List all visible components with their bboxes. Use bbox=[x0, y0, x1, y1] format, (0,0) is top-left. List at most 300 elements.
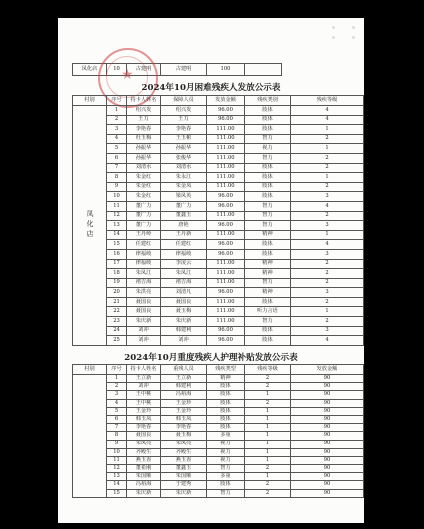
scan-dot bbox=[332, 36, 335, 39]
table-cell: 2 bbox=[291, 278, 364, 288]
table-cell: 刘清水 bbox=[161, 163, 207, 173]
table-cell: 视力 bbox=[245, 144, 291, 154]
table-row bbox=[73, 432, 364, 440]
table-cell: 朱洪亮 bbox=[127, 288, 161, 298]
table-cell: 1 bbox=[245, 473, 291, 481]
table-cell: 刘冲 bbox=[161, 336, 207, 346]
table-cell: 90 bbox=[291, 391, 364, 399]
village-cell bbox=[73, 375, 107, 498]
table-cell: 90 bbox=[291, 399, 364, 407]
table-row bbox=[73, 269, 364, 279]
table-row bbox=[73, 336, 364, 346]
table-cell: 1 bbox=[107, 375, 127, 383]
table-cell: 聂国良 bbox=[127, 307, 161, 317]
table-row bbox=[73, 326, 364, 336]
table-cell: 王丹新 bbox=[161, 230, 207, 240]
table-cell: 4 bbox=[291, 106, 364, 116]
table-row bbox=[73, 297, 364, 307]
table-cell: 4 bbox=[291, 240, 364, 250]
table-cell: 2 bbox=[291, 134, 364, 144]
table-cell: 朱庆新 bbox=[127, 489, 161, 497]
table-cell: 齐殿生 bbox=[161, 448, 207, 456]
table-cell: 1 bbox=[245, 448, 291, 456]
table-cell: 肢体 bbox=[245, 297, 291, 307]
table-cell: 3 bbox=[107, 125, 127, 135]
table-cell: 齐殿生 bbox=[127, 448, 161, 456]
table-cell: 梁凤英 bbox=[161, 192, 207, 202]
table-cell: 肢体 bbox=[207, 391, 245, 399]
table-cell: 7 bbox=[107, 163, 127, 173]
table-cell: 90 bbox=[291, 440, 364, 448]
table-row bbox=[73, 481, 364, 489]
table-cell: 3 bbox=[291, 288, 364, 298]
table-cell: 90 bbox=[291, 456, 364, 464]
table-cell: 律福岐 bbox=[127, 249, 161, 259]
table-cell: 唐艳 bbox=[161, 221, 207, 231]
table-cell: 11 bbox=[107, 456, 127, 464]
table-cell: 3 bbox=[107, 391, 127, 399]
table-row bbox=[73, 278, 364, 288]
table-cell: 15 bbox=[107, 240, 127, 250]
column-header: 村别 bbox=[73, 365, 107, 375]
table-cell: 96.00 bbox=[207, 115, 245, 125]
table-cell: 任建红 bbox=[127, 240, 161, 250]
table-row bbox=[73, 173, 364, 183]
table-cell: 96.00 bbox=[207, 201, 245, 211]
table-cell: 10 bbox=[107, 448, 127, 456]
table-cell: 肢体 bbox=[245, 115, 291, 125]
table-cell: 智力 bbox=[245, 201, 291, 211]
table-cell: 4 bbox=[291, 115, 364, 125]
table-cell: 111.00 bbox=[207, 278, 245, 288]
table-cell: 视力 bbox=[207, 456, 245, 464]
table-cell: 智力 bbox=[245, 221, 291, 231]
table-cell: 王立新 bbox=[161, 375, 207, 383]
table-row bbox=[73, 317, 364, 327]
table-cell: 16 bbox=[107, 249, 127, 259]
table-cell: 听力言语 bbox=[245, 307, 291, 317]
table-cell: 1 bbox=[245, 424, 291, 432]
table-cell: 2 bbox=[291, 163, 364, 173]
table-cell: 111.00 bbox=[207, 307, 245, 317]
table-cell: 朱永江 bbox=[161, 173, 207, 183]
table-row bbox=[73, 465, 364, 473]
cell-seq: 10 bbox=[107, 64, 127, 76]
table-row bbox=[73, 240, 364, 250]
table-cell: 刘冲 bbox=[127, 336, 161, 346]
table-cell: 刘清水 bbox=[127, 163, 161, 173]
table-cell: 肢体 bbox=[245, 336, 291, 346]
table-cell: 2 bbox=[245, 375, 291, 383]
table-cell: 19 bbox=[107, 278, 127, 288]
table-row bbox=[73, 163, 364, 173]
table-cell: 朱凤江 bbox=[127, 269, 161, 279]
table-cell: 111.00 bbox=[207, 153, 245, 163]
table-cell: 朱金红 bbox=[127, 182, 161, 192]
table-cell: 90 bbox=[291, 481, 364, 489]
table-cell: 肢体 bbox=[207, 424, 245, 432]
scan-dot bbox=[352, 26, 355, 29]
table-cell: 朱庆新 bbox=[161, 317, 207, 327]
table-row bbox=[73, 424, 364, 432]
table-cell: 13 bbox=[107, 221, 127, 231]
table-cell: 李艳春 bbox=[127, 424, 161, 432]
table-cell: 肢体 bbox=[207, 383, 245, 391]
table-cell: 96.00 bbox=[207, 249, 245, 259]
table-cell: 3 bbox=[291, 192, 364, 202]
table-cell: 绍兴发 bbox=[127, 106, 161, 116]
table-cell: 96.00 bbox=[207, 240, 245, 250]
column-header: 重残人员 bbox=[161, 365, 207, 375]
table-cell: 王金玲 bbox=[161, 407, 207, 415]
table-cell: 王立新 bbox=[127, 375, 161, 383]
table-row bbox=[73, 249, 364, 259]
table-cell: 21 bbox=[107, 297, 127, 307]
table-cell: 111.00 bbox=[207, 259, 245, 269]
column-header: 残疾类别 bbox=[245, 96, 291, 106]
table-cell: 25 bbox=[107, 336, 127, 346]
table-cell: 90 bbox=[291, 465, 364, 473]
table-cell: 90 bbox=[291, 375, 364, 383]
table-row bbox=[73, 115, 364, 125]
table-cell: 6 bbox=[107, 415, 127, 423]
table-cell: 1 bbox=[245, 440, 291, 448]
table-cell: 111.00 bbox=[207, 144, 245, 154]
table-cell: 1 bbox=[291, 173, 364, 183]
column-header: 序号 bbox=[107, 96, 127, 106]
table-cell: 任建红 bbox=[161, 240, 207, 250]
table-cell: 2 bbox=[291, 182, 364, 192]
table-cell: 王金珍 bbox=[161, 399, 207, 407]
table-cell: 111.00 bbox=[207, 211, 245, 221]
table-cell: 绍兴发 bbox=[161, 106, 207, 116]
column-header: 发放金额 bbox=[207, 96, 245, 106]
table-cell: 8 bbox=[107, 173, 127, 183]
table-cell: 刘清凡 bbox=[161, 288, 207, 298]
table-cell: 朱金红 bbox=[127, 192, 161, 202]
table-row bbox=[73, 230, 364, 240]
table-cell: 4 bbox=[291, 201, 364, 211]
table-cell: 96.00 bbox=[207, 326, 245, 336]
table-cell: 李凌云 bbox=[161, 259, 207, 269]
table-cell: 燕玉香 bbox=[161, 456, 207, 464]
scan-dot bbox=[352, 36, 355, 39]
table-cell: 2 bbox=[291, 211, 364, 221]
table-cell: 智力 bbox=[245, 153, 291, 163]
care-subsidy-table bbox=[72, 364, 364, 498]
table-row bbox=[73, 134, 364, 144]
table-cell: 朱凤亮 bbox=[161, 440, 207, 448]
table-cell: 111.00 bbox=[207, 269, 245, 279]
cell-amount: 100 bbox=[207, 64, 245, 76]
table-cell: 视力 bbox=[207, 448, 245, 456]
table-cell: 1 bbox=[291, 307, 364, 317]
table-cell: 2 bbox=[245, 465, 291, 473]
table-cell: 刘冲 bbox=[127, 326, 161, 336]
table-cell: 2 bbox=[291, 153, 364, 163]
column-header: 残疾类型 bbox=[207, 365, 245, 375]
table-cell: 96.00 bbox=[207, 221, 245, 231]
table-cell: 111.00 bbox=[207, 297, 245, 307]
table-cell: 90 bbox=[291, 415, 364, 423]
table-row bbox=[73, 259, 364, 269]
table-cell: 王金玲 bbox=[127, 407, 161, 415]
table-cell: 1 bbox=[291, 144, 364, 154]
table-cell: 朱庆新 bbox=[161, 489, 207, 497]
table-cell: 9 bbox=[107, 440, 127, 448]
table-cell: 王丹岭 bbox=[127, 230, 161, 240]
table-cell: 朱国顺 bbox=[161, 473, 207, 481]
table-cell: 肢体 bbox=[207, 415, 245, 423]
table-cell: 22 bbox=[107, 307, 127, 317]
table-cell: 孙振华 bbox=[127, 144, 161, 154]
table-cell: 刘冲 bbox=[127, 383, 161, 391]
table-row bbox=[73, 106, 364, 116]
table-cell: 李艳春 bbox=[127, 125, 161, 135]
table-cell: 肢体 bbox=[245, 326, 291, 336]
table-cell: 褚吉海 bbox=[161, 278, 207, 288]
table-cell: 律福岐 bbox=[161, 249, 207, 259]
table-cell: 董广力 bbox=[161, 201, 207, 211]
table-cell: 6 bbox=[107, 153, 127, 163]
table-cell: 111.00 bbox=[207, 173, 245, 183]
table-cell: 肢体 bbox=[245, 192, 291, 202]
table-cell: 董广力 bbox=[127, 221, 161, 231]
column-header: 残疾等级 bbox=[291, 96, 364, 106]
table-cell: 于建秀 bbox=[161, 481, 207, 489]
table2-title: 2024年10月重度残疾人护理补贴发放公示表 bbox=[124, 353, 298, 363]
table-row bbox=[73, 448, 364, 456]
table-cell: 10 bbox=[107, 192, 127, 202]
table-row bbox=[73, 375, 364, 383]
table-cell: 4 bbox=[291, 336, 364, 346]
table-cell: 孙振华 bbox=[127, 153, 161, 163]
table-cell: 韩玉凤 bbox=[127, 415, 161, 423]
table-cell: 90 bbox=[291, 407, 364, 415]
table-row bbox=[73, 144, 364, 154]
table-cell: 90 bbox=[291, 489, 364, 497]
table-cell: 王力 bbox=[161, 115, 207, 125]
table-cell: 精神 bbox=[245, 230, 291, 240]
table-cell: 111.00 bbox=[207, 230, 245, 240]
table-cell: 90 bbox=[291, 448, 364, 456]
table-cell: 1 bbox=[245, 415, 291, 423]
table-cell: 冯裕海 bbox=[161, 391, 207, 399]
table-cell: 111.00 bbox=[207, 125, 245, 135]
column-header: 持卡人姓名 bbox=[127, 365, 161, 375]
scan-dot bbox=[332, 26, 335, 29]
table-cell: 朱凤江 bbox=[161, 269, 207, 279]
table-cell: 12 bbox=[107, 211, 127, 221]
column-header: 保障人员 bbox=[161, 96, 207, 106]
table-row bbox=[73, 307, 364, 317]
table-cell: 多重 bbox=[207, 432, 245, 440]
table-cell: 董希刚 bbox=[127, 465, 161, 473]
table-cell: 肢体 bbox=[245, 106, 291, 116]
table-cell: 20 bbox=[107, 288, 127, 298]
table-cell: 2 bbox=[291, 269, 364, 279]
table-cell: 智力 bbox=[245, 317, 291, 327]
table-row bbox=[73, 399, 364, 407]
table-cell: 朱国顺 bbox=[127, 473, 161, 481]
table-row bbox=[73, 473, 364, 481]
table-cell: 96.00 bbox=[207, 192, 245, 202]
table-cell: 2 bbox=[291, 259, 364, 269]
difficulty-subsidy-table bbox=[72, 95, 364, 346]
table-cell: 14 bbox=[107, 230, 127, 240]
table-cell: 5 bbox=[107, 407, 127, 415]
table-row bbox=[73, 440, 364, 448]
table-cell: 15 bbox=[107, 489, 127, 497]
table-cell: 7 bbox=[107, 424, 127, 432]
cell-town: 凤化店 bbox=[73, 64, 107, 76]
table-cell: 12 bbox=[107, 465, 127, 473]
table-cell: 4 bbox=[107, 399, 127, 407]
table-cell: 90 bbox=[291, 424, 364, 432]
table-cell: 肢体 bbox=[245, 163, 291, 173]
table-cell: 杜玉梅 bbox=[127, 134, 161, 144]
table-cell: 王力 bbox=[127, 115, 161, 125]
table-cell: 24 bbox=[107, 326, 127, 336]
table-cell: 90 bbox=[291, 383, 364, 391]
table-cell: 2 bbox=[107, 115, 127, 125]
table-cell: 111.00 bbox=[207, 317, 245, 327]
table-cell: 1 bbox=[245, 432, 291, 440]
table-cell: 冯裕海 bbox=[127, 481, 161, 489]
column-header: 村别 bbox=[73, 96, 107, 106]
table-cell: 2 bbox=[107, 383, 127, 391]
table-cell: 律福岐 bbox=[127, 259, 161, 269]
table-cell: 韩建利 bbox=[161, 383, 207, 391]
table-cell: 精神 bbox=[245, 259, 291, 269]
table-cell: 聂国良 bbox=[127, 297, 161, 307]
column-header: 持卡人姓名 bbox=[127, 96, 161, 106]
table-cell: 孙振华 bbox=[161, 144, 207, 154]
table-cell: 聂玉梅 bbox=[161, 307, 207, 317]
table-cell: 王中桃 bbox=[127, 391, 161, 399]
table-cell: 王中桃 bbox=[127, 399, 161, 407]
table-row bbox=[73, 182, 364, 192]
table-cell: 90 bbox=[291, 432, 364, 440]
table-cell: 韩建利 bbox=[161, 326, 207, 336]
table-cell: 精神 bbox=[245, 288, 291, 298]
table-cell: 视力 bbox=[207, 440, 245, 448]
table-cell: 13 bbox=[107, 473, 127, 481]
table-cell: 朱金凤 bbox=[161, 182, 207, 192]
table-cell: 23 bbox=[107, 317, 127, 327]
table-cell: 董广力 bbox=[127, 201, 161, 211]
table-cell: 智力 bbox=[207, 489, 245, 497]
table-cell: 96.00 bbox=[207, 106, 245, 116]
column-header: 序号 bbox=[107, 365, 127, 375]
table-cell: 14 bbox=[107, 481, 127, 489]
table-cell: 张俊华 bbox=[161, 153, 207, 163]
table-row bbox=[73, 456, 364, 464]
table-row bbox=[73, 415, 364, 423]
table-cell: 董广力 bbox=[127, 211, 161, 221]
table-cell: 肢体 bbox=[245, 173, 291, 183]
table-cell: 2 bbox=[291, 297, 364, 307]
table-cell: 9 bbox=[107, 182, 127, 192]
table-row bbox=[73, 201, 364, 211]
table-cell: 董鑫玉 bbox=[161, 465, 207, 473]
table-cell: 111.00 bbox=[207, 182, 245, 192]
table-cell: 1 bbox=[291, 125, 364, 135]
table-row bbox=[73, 192, 364, 202]
table-cell: 褚吉海 bbox=[127, 278, 161, 288]
table-row bbox=[73, 407, 364, 415]
table-cell: 5 bbox=[107, 144, 127, 154]
table-row bbox=[73, 489, 364, 497]
table-cell: 智力 bbox=[207, 465, 245, 473]
table-cell: 燕玉香 bbox=[127, 456, 161, 464]
table-cell: 3 bbox=[291, 326, 364, 336]
table-cell: 96.00 bbox=[207, 336, 245, 346]
table-cell: 精神 bbox=[207, 375, 245, 383]
table-row bbox=[73, 391, 364, 399]
table-cell: 韩玉凤 bbox=[161, 415, 207, 423]
table-cell: 3 bbox=[291, 221, 364, 231]
table-cell: 1 bbox=[291, 230, 364, 240]
cell-name: 古建明 bbox=[127, 64, 161, 76]
table-cell: 朱凤亮 bbox=[127, 440, 161, 448]
table-cell: 肢体 bbox=[245, 249, 291, 259]
table-cell: 2 bbox=[245, 489, 291, 497]
table-cell: 肢体 bbox=[245, 125, 291, 135]
table-cell: 王玉彬 bbox=[161, 134, 207, 144]
table-cell: 90 bbox=[291, 473, 364, 481]
table-cell: 朱庆新 bbox=[127, 317, 161, 327]
table-cell: 肢体 bbox=[207, 481, 245, 489]
village-cell: 凤化店 bbox=[73, 106, 107, 346]
table-cell: 聂国良 bbox=[161, 297, 207, 307]
table-cell: 11 bbox=[107, 201, 127, 211]
table-cell: 111.00 bbox=[207, 163, 245, 173]
document-page bbox=[58, 18, 364, 523]
table-cell: 1 bbox=[245, 456, 291, 464]
column-header: 残疾等级 bbox=[245, 365, 291, 375]
table-cell: 17 bbox=[107, 259, 127, 269]
table-row bbox=[73, 211, 364, 221]
table-cell: 智力 bbox=[245, 278, 291, 288]
table-cell: 3 bbox=[291, 249, 364, 259]
table-cell: 1 bbox=[245, 407, 291, 415]
table-cell: 96.00 bbox=[207, 288, 245, 298]
table-row bbox=[73, 153, 364, 163]
table-cell: 李艳春 bbox=[161, 125, 207, 135]
table-cell: 董鑫玉 bbox=[161, 211, 207, 221]
table-cell: 肢体 bbox=[245, 182, 291, 192]
table-cell: 朱金红 bbox=[127, 173, 161, 183]
table-row bbox=[73, 125, 364, 135]
column-header: 发放金额 bbox=[291, 365, 364, 375]
table-row bbox=[73, 221, 364, 231]
official-seal: ★ bbox=[98, 48, 158, 108]
table-cell: 2 bbox=[245, 399, 291, 407]
table-cell: 李艳春 bbox=[161, 424, 207, 432]
table-cell: 智力 bbox=[245, 134, 291, 144]
table-cell: 1 bbox=[107, 106, 127, 116]
table-cell: 111.00 bbox=[207, 134, 245, 144]
table-cell: 多重 bbox=[207, 473, 245, 481]
table-cell: 肢体 bbox=[207, 399, 245, 407]
table-cell: 2 bbox=[245, 481, 291, 489]
table-cell: 4 bbox=[107, 134, 127, 144]
table-cell: 2 bbox=[245, 383, 291, 391]
table-cell: 聂国良 bbox=[127, 432, 161, 440]
table-cell: 1 bbox=[245, 391, 291, 399]
table-cell: 8 bbox=[107, 432, 127, 440]
